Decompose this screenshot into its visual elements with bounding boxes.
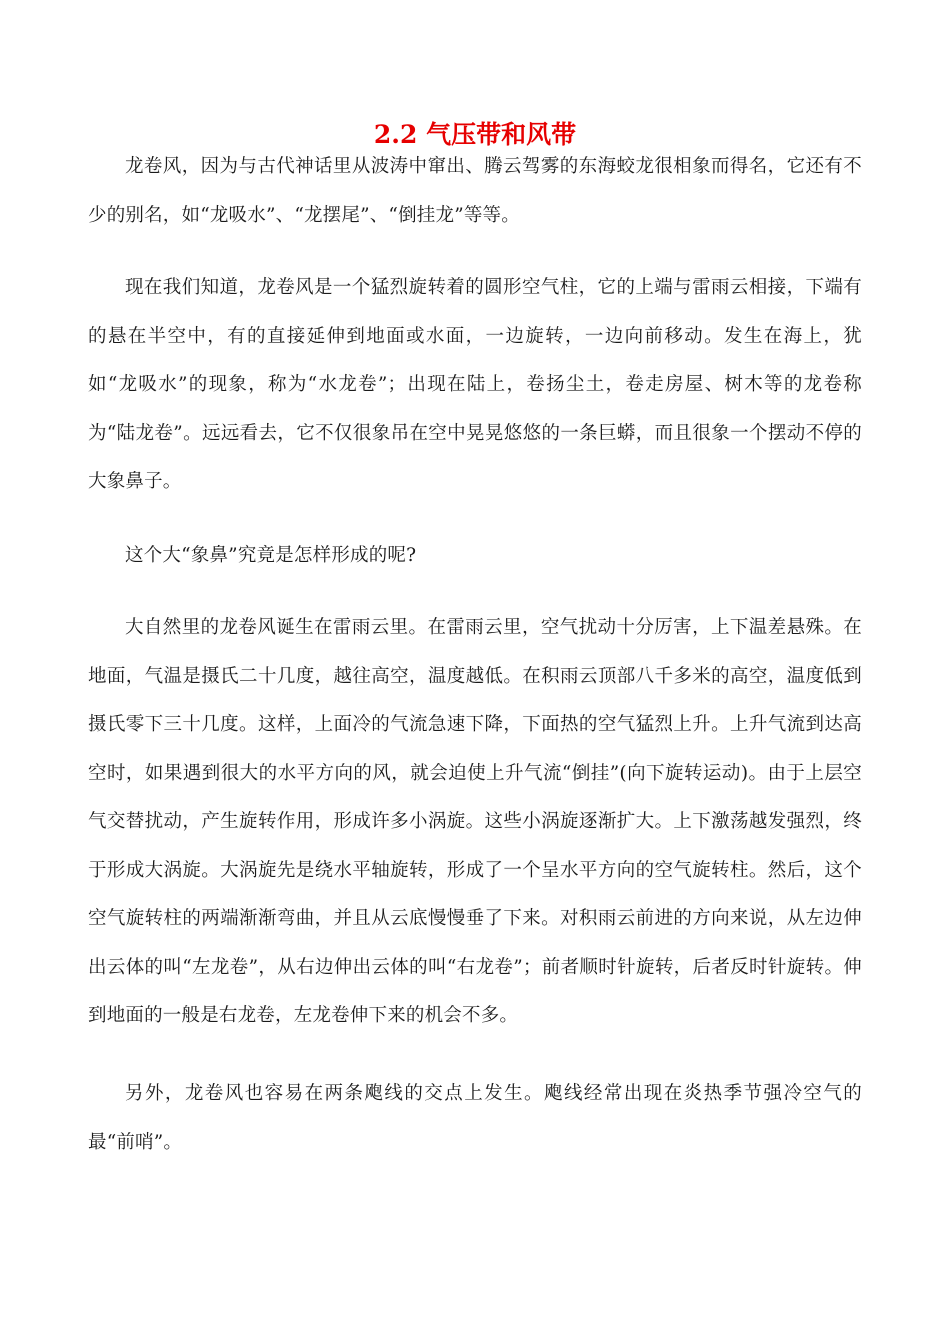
document-title: 2.2 气压带和风带 (373, 120, 577, 149)
paragraph-formation: 大自然里的龙卷风诞生在雷雨云里。在雷雨云里，空气扰动十分厉害，上下温差悬殊。在地面，气温是摄氏二十几度，越往高空，温度越低。在积雨云顶部八千多米的高空，温度低到摄氏零下三十几度。这样，上面冷的气流急速下降，下面热的空气猛烈上升。上升气流到达高空时，如果遇到很大的水平方向的风，就会迫使上升气流“倒挂”(向下旋转运动)。由于上层空气交替扰动，产生旋转作用，形成许多小涡旋。这些小涡旋逐渐扩大。上下激荡越发强烈，终于形成大涡旋。大涡旋先是绕水平轴旋转，形成了一个呈水平方向的空气旋转柱。然后，这个空气旋转柱的两端渐渐弯曲，并且从云底慢慢垂了下来。对积雨云前进的方向来说，从左边伸出云体的叫“左龙卷”，从右边伸出云体的叫“右龙卷”；前者顺时针旋转，后者反时针旋转。伸到地面的一般是右龙卷，左龙卷伸下来的机会不多。 (88, 617, 862, 1026)
paragraph-description: 现在我们知道，龙卷风是一个猛烈旋转着的圆形空气柱，它的上端与雷雨云相接，下端有的悬在半空中，有的直接延伸到地面或水面，一边旋转，一边向前移动。发生在海上，犹如“龙吸水”的现象，称为“水龙卷”；出现在陆上，卷扬尘土，卷走房屋、树木等的龙卷称为“陆龙卷”。远远看去，它不仅很象吊在空中晃晃悠悠的一条巨蟒，而且很象一个摆动不停的大象鼻子。 (88, 277, 862, 492)
paragraph-question: 这个大“象鼻”究竟是怎样形成的呢? (125, 545, 417, 566)
paragraph-squall-line: 另外，龙卷风也容易在两条飑线的交点上发生。飑线经常出现在炎热季节强冷空气的最“前哨”。 (88, 1083, 862, 1153)
paragraph-intro: 龙卷风，因为与古代神话里从波涛中窜出、腾云驾雾的东海蛟龙很相象而得名，它还有不少的别名，如“龙吸水”、“龙摆尾”、“倒挂龙”等等。 (88, 156, 862, 226)
